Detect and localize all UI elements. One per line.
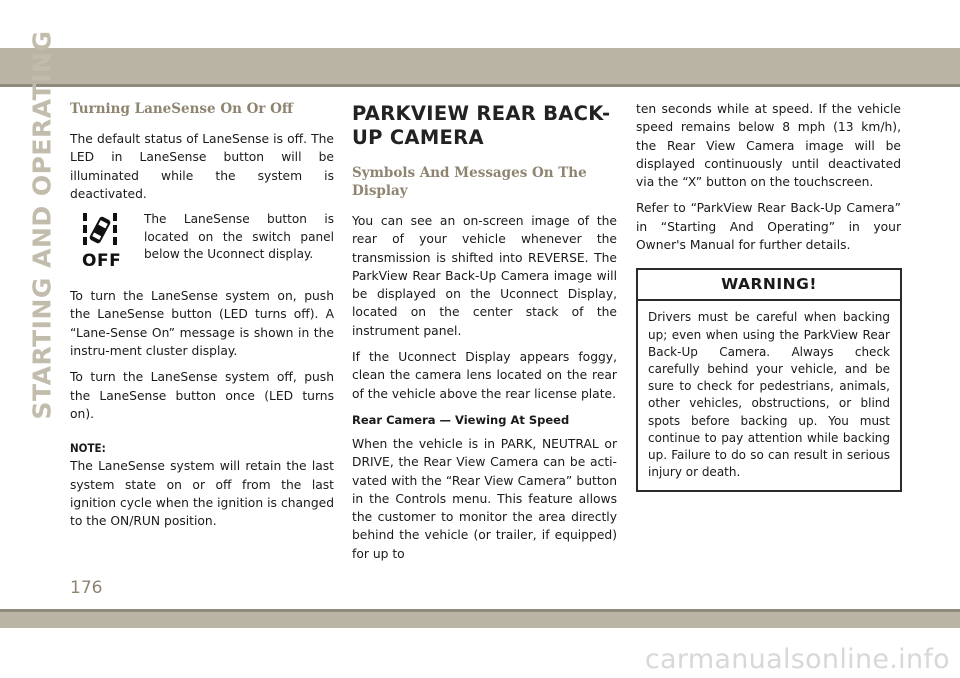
parkview-paragraph-1: You can see an on-screen image of the rear of your vehicle whenever the transmission is shifted into REVERSE. The ParkView Rear Back-Up Camera image will be displayed on the Uconnect Display, located on the center stack of the instrument panel.: [352, 214, 617, 338]
section-side-title: [22, 30, 62, 420]
lanesense-paragraph-1: The default status of LaneSense is off. The LED in LaneSense button will be illuminated while the system is deactivated.: [70, 132, 334, 201]
lanesense-icon-row: [70, 211, 334, 275]
symbols-subheading: Symbols And Messages On The Display: [352, 165, 587, 199]
lanesense-off-label: OFF: [82, 251, 122, 272]
column-continued: [636, 100, 901, 492]
note-label: NOTE:: [70, 441, 106, 456]
parkview-title: PARKVIEW REAR BACK-UP CAMERA: [352, 102, 611, 149]
column-lanesense: [70, 100, 334, 538]
lanesense-icon-caption: The LaneSense button is located on the switch panel below the Uconnect display.: [144, 212, 334, 262]
warning-title: WARNING!: [638, 270, 900, 301]
warning-text: Drivers must be careful when backing up; even when using the ParkView Rear Back-Up Camera. Always check carefully behind your vehicle, and be sure to check for pedestrians, animals, other vehicles, obstructions, or blind spots before backing up. You must continue to pay attention while backing up. Failure to do so can result in serious injury or death.: [648, 310, 890, 480]
continued-paragraph-1: ten seconds while at speed. If the vehicle speed remains below 8 mph (13 km/h), the Rear View Camera image will be displayed continuously until deactivated via the “X” button on the touchscreen.: [636, 102, 901, 190]
rear-camera-speed-heading: Rear Camera — Viewing At Speed: [352, 412, 570, 427]
top-margin: [0, 0, 960, 48]
lanesense-paragraph-2: To turn the LaneSense system on, push the LaneSense button (LED turns off). A “Lane-Sense On” message is shown in the instru-ment cluster display.: [70, 289, 334, 359]
note-text: The LaneSense system will retain the last system state on or off from the last ignition cycle when the ignition is changed to the ON/RUN position.: [70, 459, 334, 529]
continued-paragraph-2: Refer to “ParkView Rear Back-Up Camera” in “Starting And Operating” in your Owner's Manual for further details.: [636, 201, 901, 253]
lane-car-icon: [80, 211, 120, 251]
lanesense-heading: Turning LaneSense On Or Off: [70, 101, 294, 117]
page-number: 176: [70, 578, 103, 598]
header-band: [0, 48, 960, 84]
parkview-paragraph-3: When the vehicle is in PARK, NEUTRAL or DRIVE, the Rear View Camera can be acti-vated with the “Rear View Camera” button in the Controls menu. This feature allows the customer to monitor the area directly behind the vehicle (or trailer, if equipped) for up to: [352, 436, 617, 561]
section-side-title-text: STARTING AND OPERATING: [27, 30, 57, 420]
column-parkview: [352, 100, 617, 571]
parkview-paragraph-2: If the Uconnect Display appears foggy, clean the camera lens located on the rear of the vehicle above the rear license plate.: [352, 350, 617, 401]
lanesense-off-icon: [70, 211, 144, 275]
lanesense-paragraph-3: To turn the LaneSense system off, push the LaneSense button once (LED turns on).: [70, 370, 334, 421]
watermark-text: carmanualsonline.info: [644, 644, 950, 675]
footer-band: [0, 612, 960, 628]
header-rule: [0, 84, 960, 87]
warning-box: [636, 268, 902, 492]
